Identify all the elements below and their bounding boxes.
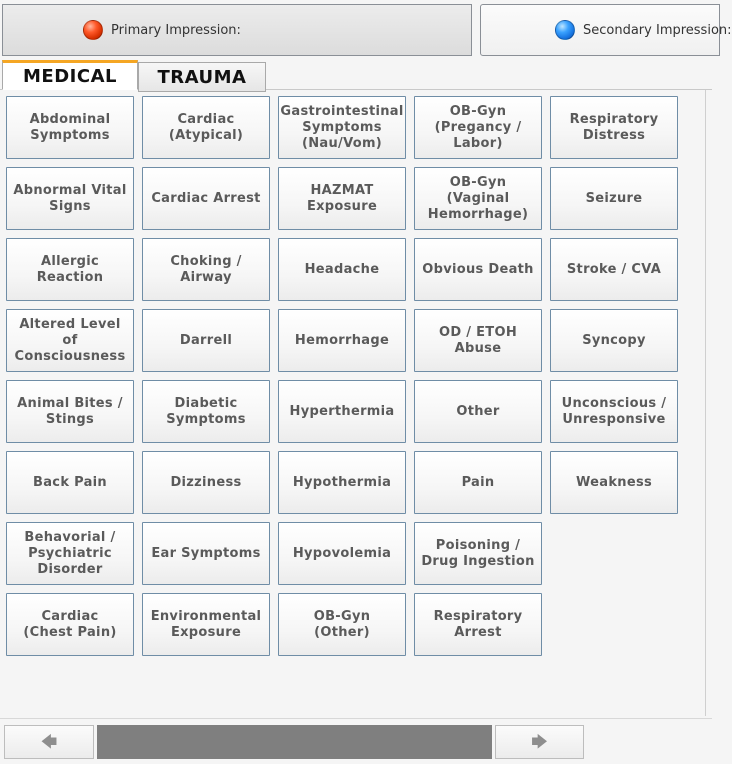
complaint-button[interactable]: Poisoning / Drug Ingestion (414, 522, 542, 585)
complaint-button[interactable]: Diabetic Symptoms (142, 380, 270, 443)
complaint-button[interactable]: Allergic Reaction (6, 238, 134, 301)
complaint-button[interactable]: Back Pain (6, 451, 134, 514)
complaint-button[interactable]: Ear Symptoms (142, 522, 270, 585)
blue-status-orb-icon (555, 20, 575, 40)
complaint-button[interactable]: OB-Gyn (Other) (278, 593, 406, 656)
primary-impression-button[interactable] (2, 4, 472, 56)
complaint-button[interactable]: Abnormal Vital Signs (6, 167, 134, 230)
complaint-button[interactable]: Choking / Airway (142, 238, 270, 301)
secondary-impression-label: Secondary Impression: (583, 22, 732, 38)
primary-impression-label: Primary Impression: (111, 22, 241, 38)
complaint-button[interactable]: Cardiac Arrest (142, 167, 270, 230)
complaint-button[interactable]: Obvious Death (414, 238, 542, 301)
complaint-button[interactable]: Behavorial / Psychiatric Disorder (6, 522, 134, 585)
complaint-button[interactable]: Animal Bites / Stings (6, 380, 134, 443)
next-page-button[interactable] (495, 725, 584, 759)
complaint-button[interactable]: Respiratory Arrest (414, 593, 542, 656)
complaint-button[interactable]: Seizure (550, 167, 678, 230)
complaint-button[interactable]: Altered Level of Consciousness (6, 309, 134, 372)
tab-medical[interactable]: MEDICAL (2, 60, 138, 90)
panel-right-border (705, 90, 706, 716)
complaint-button[interactable]: Cardiac (Chest Pain) (6, 593, 134, 656)
secondary-impression-button[interactable] (480, 4, 732, 56)
complaint-button[interactable]: OB-Gyn (Vaginal Hemorrhage) (414, 167, 542, 230)
complaint-button[interactable]: Environmental Exposure (142, 593, 270, 656)
left-arrow-icon: 🡄 (40, 732, 58, 751)
page-scroll-track[interactable] (97, 725, 492, 759)
complaint-button[interactable]: Weakness (550, 451, 678, 514)
complaint-button[interactable]: Dizziness (142, 451, 270, 514)
complaint-button[interactable]: Hyperthermia (278, 380, 406, 443)
tab-trauma[interactable]: TRAUMA (138, 62, 266, 92)
complaint-button[interactable]: HAZMAT Exposure (278, 167, 406, 230)
complaint-button[interactable]: OB-Gyn (Pregancy / Labor) (414, 96, 542, 159)
complaint-button[interactable]: Headache (278, 238, 406, 301)
complaint-button[interactable]: OD / ETOH Abuse (414, 309, 542, 372)
complaint-button[interactable]: Hemorrhage (278, 309, 406, 372)
complaint-button[interactable]: Hypovolemia (278, 522, 406, 585)
chief-complaint-grid (6, 96, 678, 656)
complaint-button[interactable]: Pain (414, 451, 542, 514)
previous-page-button[interactable] (4, 725, 94, 759)
complaint-button[interactable]: Unconscious / Unresponsive (550, 380, 678, 443)
complaint-button[interactable]: Respiratory Distress (550, 96, 678, 159)
right-arrow-icon: 🡆 (531, 732, 548, 751)
complaint-button[interactable]: Gastrointestinal Symptoms (Nau/Vom) (278, 96, 406, 159)
complaint-button[interactable]: Cardiac (Atypical) (142, 96, 270, 159)
red-status-orb-icon (83, 20, 103, 40)
complaint-button[interactable]: Abdominal Symptoms (6, 96, 134, 159)
complaint-button[interactable]: Syncopy (550, 309, 678, 372)
complaint-button[interactable]: Stroke / CVA (550, 238, 678, 301)
footer-divider (0, 718, 712, 719)
complaint-button[interactable]: Darrell (142, 309, 270, 372)
complaint-button[interactable]: Hypothermia (278, 451, 406, 514)
complaint-button[interactable]: Other (414, 380, 542, 443)
